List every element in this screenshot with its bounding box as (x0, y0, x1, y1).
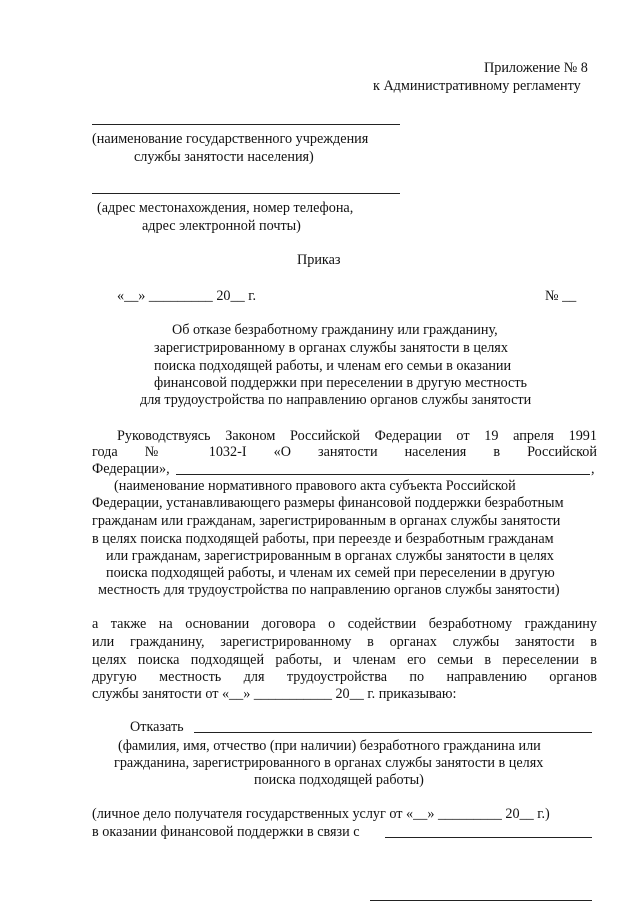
body-p1-line-2: года № 1032-I «О занятости населения в Российской (92, 444, 597, 460)
body-p2-line-2: или гражданину, зарегистрированному в органах службы занятости в (92, 634, 597, 650)
order-title: Приказ (297, 252, 341, 268)
personal-file-line: (личное дело получателя государственных услуг от «__» _________ 20__ г.) (92, 806, 550, 822)
note-line-5: или гражданам, зарегистрированным в органах службы занятости в целях (106, 548, 554, 564)
refuse-word: Отказать (130, 719, 184, 735)
legal-act-line (176, 474, 590, 475)
body-p2-line-3: целях поиска подходящей работы, и членам его семьи в переселении в (92, 652, 597, 668)
body-p1-line-3-comma: , (591, 461, 595, 477)
note-line-6: поиска подходящей работы, и членам их семей при переселении в другую (106, 565, 555, 581)
order-number: № __ (545, 288, 577, 304)
institution-caption-1: (наименование государственного учреждения (92, 131, 369, 147)
fio-caption-1: (фамилия, имя, отчество (при наличии) безработного гражданина или (118, 738, 541, 754)
note-line-4: в целях поиска подходящей работы, при переезде и безработным гражданам (92, 531, 554, 547)
subject-line-1: Об отказе безработному гражданину или гражданину, (172, 322, 498, 338)
address-caption-2: адрес электронной почты) (142, 218, 301, 234)
fio-caption-2: гражданина, зарегистрированного в органах службы занятости в целях (114, 755, 544, 771)
note-line-3: гражданам или гражданам, зарегистрированным в органах службы занятости (92, 513, 561, 529)
note-line-1: (наименование нормативного правового акта субъекта Российской (114, 478, 516, 494)
subject-line-5: для трудоустройства по направлению органов службы занятости (140, 392, 532, 408)
note-line-7: местность для трудоустройства по направлению органов службы занятости) (98, 582, 560, 598)
institution-caption-2: службы занятости населения) (134, 149, 314, 165)
body-p2-line-4: другую местность для трудоустройства по направлению органов (92, 669, 597, 685)
fio-caption-3: поиска подходящей работы) (254, 772, 424, 788)
refuse-line (194, 732, 592, 733)
body-p1-line-3: Федерации», (92, 461, 170, 477)
subject-line-2: зарегистрированному в органах службы занятости в целях (154, 340, 508, 356)
reason-line: в оказании финансовой поддержки в связи с (92, 824, 360, 840)
address-line (92, 193, 400, 194)
subject-line-4: финансовой поддержки при переселении в другую местность (154, 375, 528, 391)
appendix-number: Приложение № 8 (484, 60, 588, 76)
address-caption-1: (адрес местонахождения, номер телефона, (97, 200, 354, 216)
institution-name-line (92, 124, 400, 125)
appendix-regulation: к Административному регламенту (373, 78, 581, 94)
body-p2-line-5: службы занятости от «__» ___________ 20__ г. приказываю: (92, 686, 457, 702)
subject-line-3: поиска подходящей работы, и членам его семьи в оказании (154, 358, 512, 374)
reason-underline (385, 837, 592, 838)
body-p1-line-1: Руководствуясь Законом Российской Федерации от 19 апреля 1991 (117, 428, 597, 444)
body-p2-line-1: а также на основании договора о содействии безработному гражданину (92, 616, 597, 632)
order-date: «__» _________ 20__ г. (117, 288, 256, 304)
bottom-line (370, 900, 592, 901)
note-line-2: Федерации, устанавливающего размеры финансовой поддержки безработным (92, 495, 564, 511)
